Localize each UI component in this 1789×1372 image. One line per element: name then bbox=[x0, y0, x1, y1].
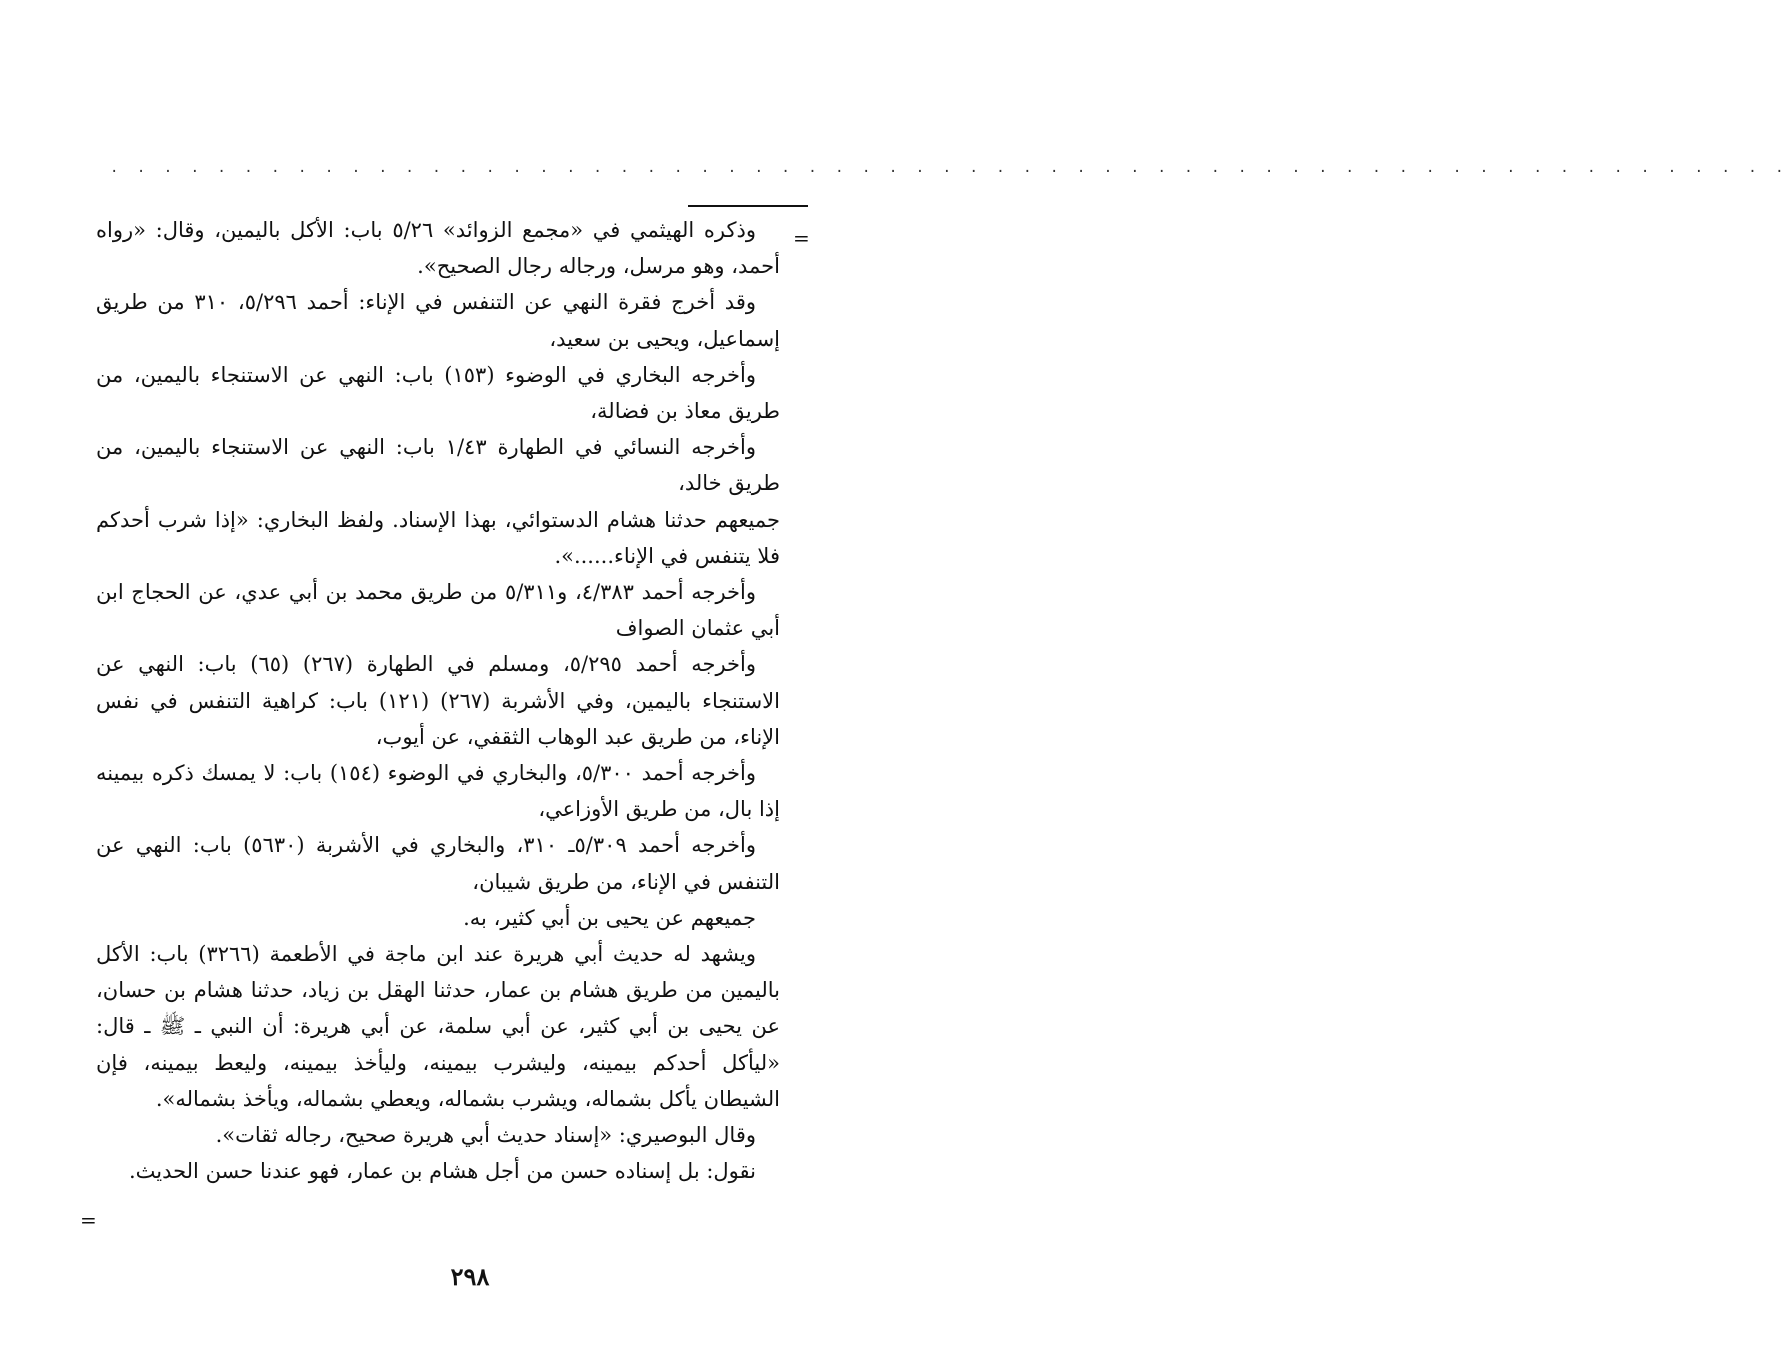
paragraph: جميعهم عن يحيى بن أبي كثير، به. bbox=[463, 905, 756, 930]
paragraph: نقول: بل إسناده حسن من أجل هشام بن عمار، فهو عندنا حسن الحديث. bbox=[128, 1159, 756, 1184]
continuation-mark-top: = bbox=[793, 226, 810, 250]
footnote-rule bbox=[688, 205, 808, 207]
page-number: ٢٩٨ bbox=[450, 1262, 490, 1291]
paragraph: وقال البوصيري: «إسناد حديث أبي هريرة صحيح، رجاله ثقات». bbox=[215, 1123, 756, 1148]
separator-dots: . . . . . . . . . . . . . . . . . . . . . . . . . . . . . . . . . . . . . . . . . . . . . . . . . . . . . . . . . . . . . . . bbox=[110, 160, 1789, 176]
paragraph: وأخرجه أحمد ٥/٣٠٩ـ ٣١٠، والبخاري في الأشربة (٥٦٣٠) باب: النهي عن التنفس في الإناء، من طريق شيبان، bbox=[96, 833, 780, 894]
paragraph: ويشهد له حديث أبي هريرة عند ابن ماجة في الأطعمة (٣٢٦٦) باب: الأكل باليمين من طريق هشام بن عمار، حدثنا الهقل بن زياد، حدثنا هشام بن حسان، عن يحيى بن أبي كثير، عن أبي سلمة، عن أبي هريرة: أن النبي ـ ﷺ ـ قال: «ليأكل أحدكم بيمينه، وليشرب بيمينه، وليأخذ بيمينه، وليعط بيمينه، فإن الشيطان يأكل بشماله، ويشرب بشماله، ويعطي بشماله، ويأخذ بشماله». bbox=[96, 942, 780, 1111]
paragraph: جميعهم حدثنا هشام الدستوائي، بهذا الإسناد. ولفظ البخاري: «إذا شرب أحدكم فلا يتنفس في الإناء......». bbox=[96, 507, 780, 568]
paragraph: وأخرجه أحمد ٥/٣٠٠، والبخاري في الوضوء (١٥٤) باب: لا يمسك ذكره بيمينه إذا بال، من طريق الأوزاعي، bbox=[96, 761, 780, 822]
continuation-mark-bottom: = bbox=[80, 1208, 97, 1232]
paragraph: وأخرجه أحمد ٥/٢٩٥، ومسلم في الطهارة (٢٦٧) (٦٥) باب: النهي عن الاستنجاء باليمين، وفي الأشربة (٢٦٧) (١٢١) باب: كراهية التنفس في نفس الإناء، من طريق عبد الوهاب الثقفي، عن أيوب، bbox=[96, 652, 780, 749]
paragraph: وأخرجه البخاري في الوضوء (١٥٣) باب: النهي عن الاستنجاء باليمين، من طريق معاذ بن فضالة، bbox=[96, 362, 780, 424]
footnote-text bbox=[96, 212, 780, 1189]
paragraph: وأخرجه النسائي في الطهارة ١/٤٣ باب: النهي عن الاستنجاء باليمين، من طريق خالد، bbox=[96, 435, 780, 496]
paragraph: وذكره الهيثمي في «مجمع الزوائد» ٥/٢٦ باب: الأكل باليمين، وقال: «رواه أحمد، وهو مرسل، ورجاله رجال الصحيح». bbox=[96, 218, 780, 279]
paragraph: وقد أخرج فقرة النهي عن التنفس في الإناء: أحمد ٥/٢٩٦، ٣١٠ من طريق إسماعيل، ويحيى بن سعيد، bbox=[96, 290, 780, 351]
paragraph: وأخرجه أحمد ٤/٣٨٣، و٥/٣١١ من طريق محمد بن أبي عدي، عن الحجاج ابن أبي عثمان الصواف bbox=[96, 580, 780, 641]
